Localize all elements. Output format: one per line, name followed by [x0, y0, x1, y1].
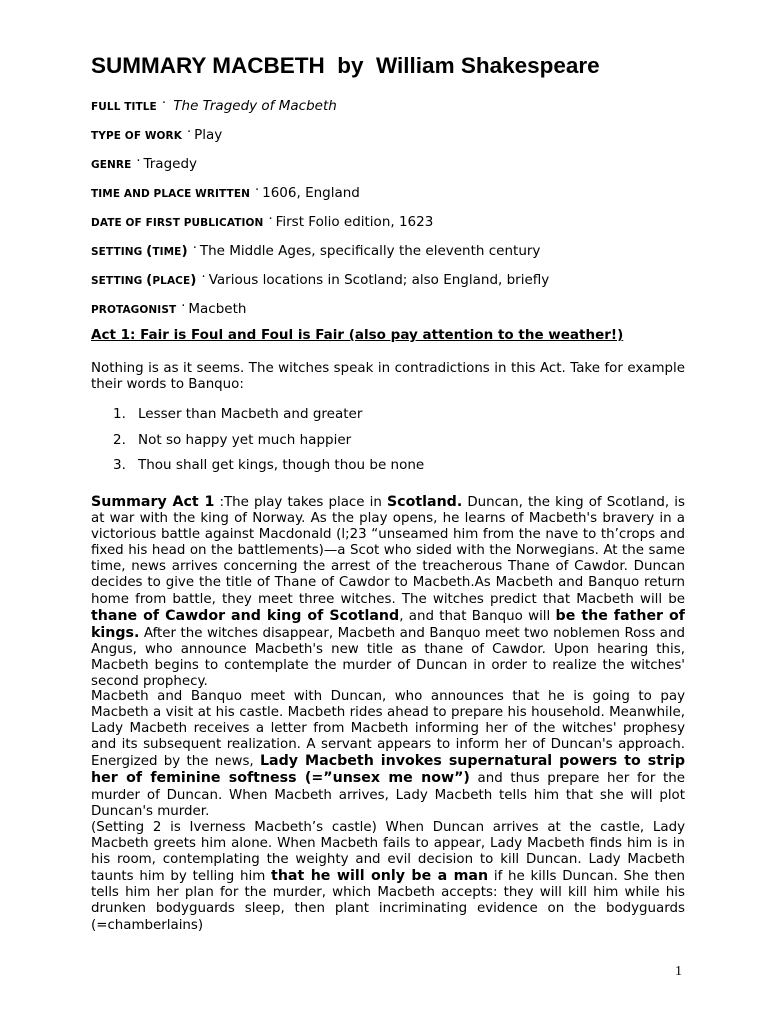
summary-paragraph-1: Summary Act 1 :The play takes place in Scotland. Duncan, the king of Scotland, is at war with the king of Norway. As the play opens, he learns of Macbeth's bravery in a victorious battle against Macdonald (l;23 “unseamed him from the nave to th’crops and fixed his head on the battlements)—a Scot who sided with the Norwegians. At the same time, news arrives concerning the arrest of the treacherous Thane of Cawdor. Duncan decides to give the title of Thane of Cawdor to Macbeth.As Macbeth and Banquo return home from battle, they meet three witches. The witches predict that Macbeth will be thane of Cawdor and king of Scotland, and that Banquo will be the father of kings. After the witches disappear, Macbeth and Banquo meet two noblemen Ross and Angus, who announce Macbeth's new title as thane of Cawdor. Upon hearing this, Macbeth begins to contemplate the murder of Duncan in order to realize the witches' second prophecy. — [91, 494, 685, 690]
meta-value: Macbeth — [188, 301, 247, 317]
bullet-icon: · — [268, 212, 273, 227]
meta-value: Tragedy — [143, 156, 198, 172]
bullet-icon: · — [136, 154, 141, 169]
meta-label: TYPE OF WORK — [91, 130, 182, 142]
summary-paragraph-3: (Setting 2 is Iverness Macbeth’s castle) When Duncan arrives at the castle, Lady Macbeth greets him alone. When Macbeth fails to appear, Lady Macbeth finds him is in his room, contemplating the weighty and evil decision to kill Duncan. Lady Macbeth taunts him by telling him that he will only be a man if he kills Duncan. She then tells him her plan for the murder, which Macbeth accepts: they will kill him while his drunken bodyguards sleep, then plant incriminating evidence on the bodyguards (=chamberlains) — [91, 820, 686, 933]
page-number: 1 — [675, 964, 682, 979]
meta-first-publication — [91, 214, 433, 230]
meta-value: Various locations in Scotland; also England, briefly — [208, 272, 550, 288]
meta-protagonist — [91, 301, 246, 317]
meta-label: TIME AND PLACE WRITTEN — [91, 188, 250, 200]
meta-label: FULL TITLE — [91, 101, 157, 113]
document-title: SUMMARY MACBETH by William Shakespeare — [91, 53, 600, 78]
bullet-icon: · — [161, 96, 166, 111]
meta-full-title — [91, 98, 337, 114]
meta-genre — [91, 156, 197, 172]
act-heading: Act 1: Fair is Foul and Foul is Fair (also pay attention to the weather!) — [91, 327, 624, 343]
meta-value: The Middle Ages, specifically the eleventh century — [199, 243, 541, 259]
meta-value: First Folio edition, 1623 — [275, 214, 434, 230]
meta-time-and-place-written — [91, 185, 360, 201]
meta-value: 1606, England — [262, 185, 360, 201]
list-item: 1. Lesser than Macbeth and greater — [113, 406, 363, 422]
list-item: 2. Not so happy yet much happier — [113, 431, 352, 448]
meta-type-of-work — [91, 127, 222, 143]
bullet-icon: · — [254, 183, 260, 198]
intro-paragraph: Nothing is as it seems. The witches speak in contradictions in this Act. Take for example their words to Banquo: — [91, 361, 685, 393]
meta-label: DATE OF FIRST PUBLICATION — [91, 217, 264, 229]
meta-label: PROTAGONIST — [91, 304, 177, 316]
meta-label: SETTING (TIME) — [91, 243, 188, 259]
meta-setting-place — [91, 272, 549, 288]
meta-label: SETTING (PLACE) — [91, 272, 197, 288]
bullet-icon: · — [186, 125, 192, 140]
list-item: 3. Thou shall get kings, though thou be none — [113, 457, 425, 473]
bullet-icon: · — [201, 270, 206, 285]
summary-label: Summary Act 1 — [91, 494, 215, 510]
witch-words-list — [91, 402, 424, 479]
summary-paragraph-2: Macbeth and Banquo meet with Duncan, who announces that he is going to pay Macbeth a visit at his castle. Macbeth rides ahead to prepare his household. Meanwhile, Lady Macbeth receives a letter from Macbeth informing her of the witches' prophesy and its subsequent realization. A servant appears to inform her of Duncan's approach. Energized by the news, Lady Macbeth invokes supernatural powers to strip her of feminine softness (=”unsex me now”) and thus prepare her for the murder of Duncan. When Macbeth arrives, Lady Macbeth tells him that she will plot Duncan's murder. — [91, 689, 686, 819]
meta-label: GENRE — [91, 159, 132, 171]
bullet-icon: · — [192, 241, 197, 256]
bullet-icon: · — [181, 299, 186, 314]
meta-value: The Tragedy of Macbeth — [173, 98, 337, 114]
meta-setting-time — [91, 243, 540, 259]
meta-value: Play — [194, 127, 223, 143]
